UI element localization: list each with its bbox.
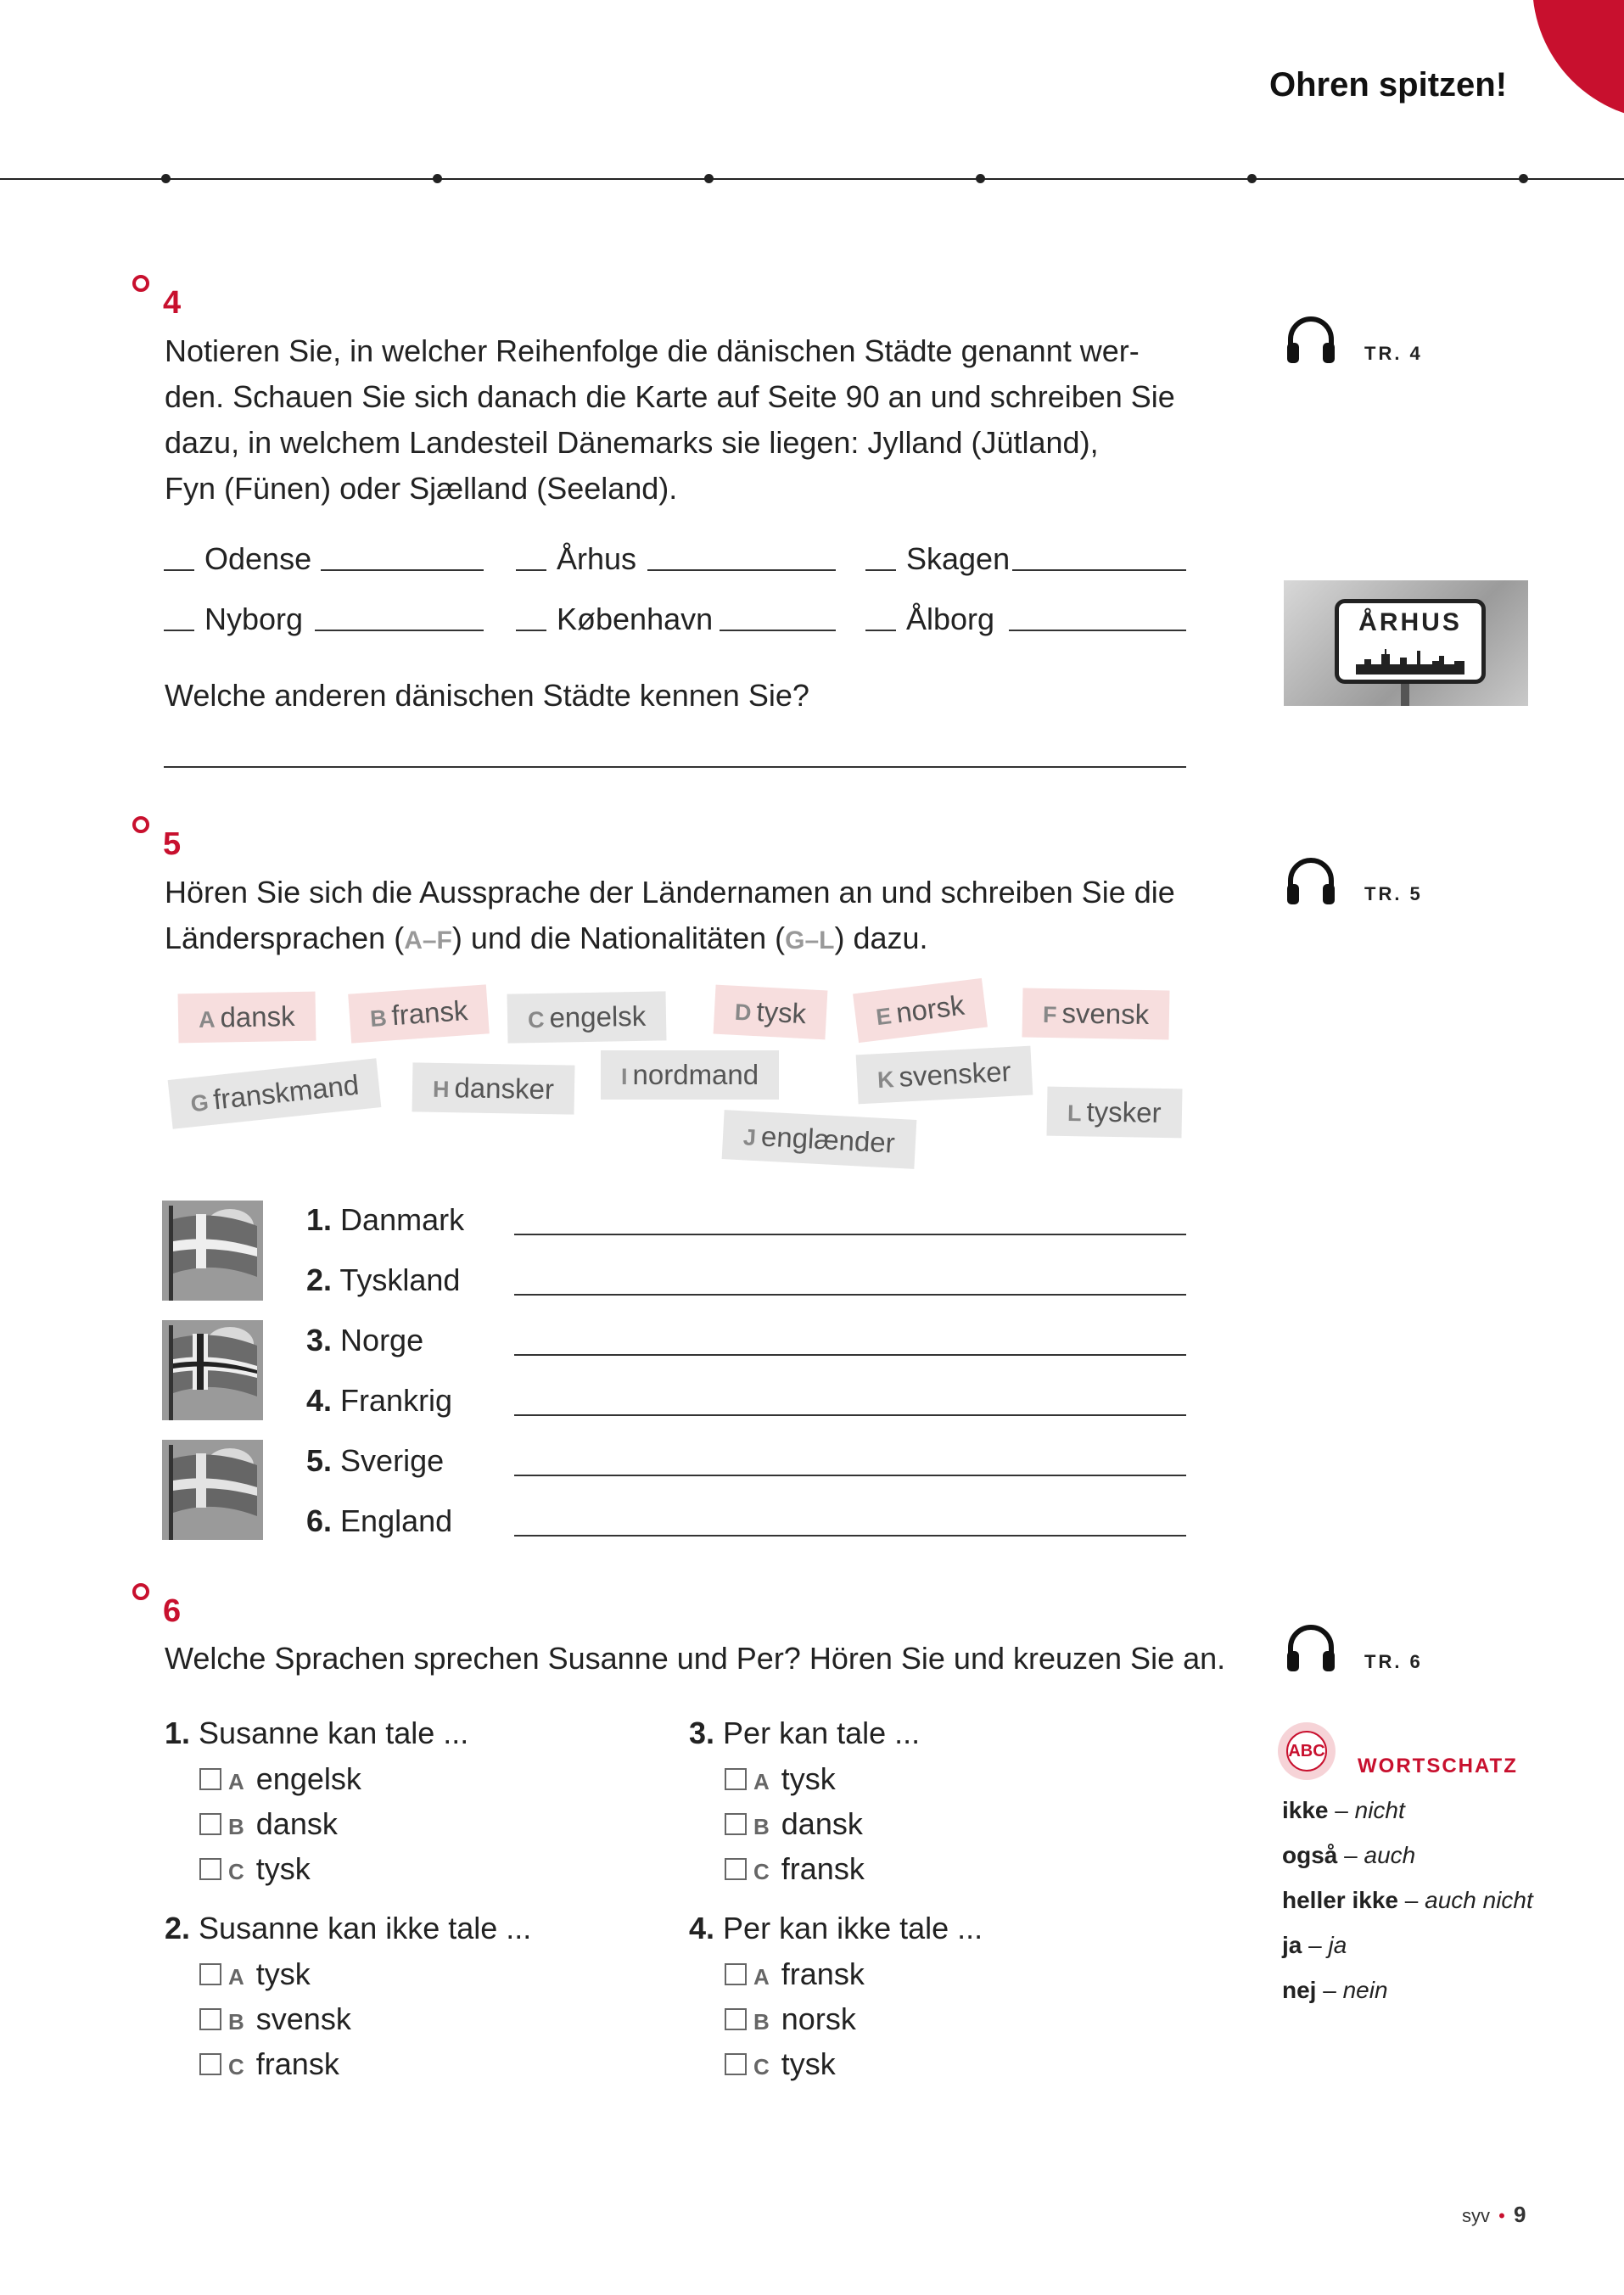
rule-dot bbox=[161, 174, 171, 183]
country-item bbox=[306, 1202, 464, 1238]
header-rule bbox=[0, 178, 1624, 180]
option-letter: B bbox=[753, 2009, 770, 2035]
vocab-german: nicht bbox=[1354, 1797, 1405, 1823]
order-blank[interactable] bbox=[865, 630, 896, 631]
option-text: fransk bbox=[255, 2046, 339, 2081]
tile-word: tysk bbox=[755, 995, 808, 1030]
option-letter: A bbox=[228, 1964, 244, 1990]
tile-letter: E bbox=[874, 1003, 893, 1031]
tile-letter: G bbox=[189, 1089, 210, 1117]
word-tile bbox=[178, 992, 316, 1044]
option-row[interactable] bbox=[199, 2001, 351, 2037]
exercise-6-number: 6 bbox=[163, 1593, 182, 1629]
country-name: England bbox=[340, 1503, 453, 1538]
word-tile bbox=[1047, 1087, 1183, 1139]
instruction-line: Fyn (Fünen) oder Sjælland (Seeland). bbox=[165, 471, 678, 506]
tile-letter: A bbox=[198, 1006, 216, 1033]
headphones-icon[interactable] bbox=[1284, 314, 1338, 365]
headphones-icon[interactable] bbox=[1284, 855, 1338, 906]
question-text: Per kan ikke tale ... bbox=[723, 1911, 983, 1945]
checkbox[interactable] bbox=[199, 2008, 221, 2030]
order-blank[interactable] bbox=[164, 569, 194, 571]
instruction-text: Ländersprachen ( bbox=[165, 921, 405, 955]
word-tile bbox=[348, 984, 490, 1043]
tile-word: svensker bbox=[898, 1055, 1012, 1093]
headphones-icon[interactable] bbox=[1284, 1622, 1338, 1673]
tile-word: norsk bbox=[893, 988, 966, 1029]
checkbox[interactable] bbox=[725, 2053, 747, 2075]
page-number: 9 bbox=[1513, 2202, 1526, 2227]
vocab-sep: – bbox=[1316, 1977, 1343, 2003]
option-letter: A bbox=[753, 1769, 770, 1794]
sign-text: ÅRHUS bbox=[1358, 608, 1462, 636]
rule-dot bbox=[433, 174, 442, 183]
country-item bbox=[306, 1503, 452, 1539]
vocab-item bbox=[1282, 1932, 1347, 1959]
vocab-danish: ikke bbox=[1282, 1797, 1329, 1823]
order-blank[interactable] bbox=[516, 569, 546, 571]
country-number: 1. bbox=[306, 1202, 333, 1237]
question-number: 1. bbox=[165, 1716, 191, 1750]
option-text: tysk bbox=[255, 1956, 311, 1991]
region-blank[interactable] bbox=[1009, 630, 1186, 631]
option-letter: B bbox=[753, 1814, 770, 1839]
word-tile bbox=[601, 1050, 779, 1100]
tile-letter: L bbox=[1067, 1100, 1082, 1127]
checkbox[interactable] bbox=[725, 1963, 747, 1985]
option-letter: A bbox=[228, 1769, 244, 1794]
option-row[interactable] bbox=[199, 1806, 338, 1842]
checkbox[interactable] bbox=[725, 1813, 747, 1835]
instruction-text: ) dazu. bbox=[834, 921, 928, 955]
exercise-bullet-icon bbox=[132, 1583, 149, 1600]
track-label: TR. 4 bbox=[1364, 343, 1423, 364]
region-blank[interactable] bbox=[720, 630, 836, 631]
word-tile bbox=[856, 1046, 1033, 1105]
question-text: Susanne kan tale ... bbox=[199, 1716, 469, 1750]
region-blank[interactable] bbox=[647, 569, 836, 571]
city-label: Århus bbox=[557, 541, 637, 576]
city-label: Nyborg bbox=[204, 602, 304, 636]
tile-letter: H bbox=[432, 1076, 450, 1103]
word-tile bbox=[853, 978, 988, 1043]
exercise-4-number: 4 bbox=[163, 285, 182, 321]
country-item bbox=[306, 1383, 452, 1419]
vocab-sep: – bbox=[1302, 1932, 1329, 1958]
checkbox[interactable] bbox=[199, 1963, 221, 1985]
tile-word: engelsk bbox=[549, 999, 647, 1033]
order-blank[interactable] bbox=[164, 630, 194, 631]
city-label: Skagen bbox=[906, 541, 1011, 576]
tile-word: franskmand bbox=[211, 1068, 361, 1116]
tile-letter: F bbox=[1042, 1001, 1057, 1028]
vocab-item bbox=[1282, 1977, 1388, 2004]
norwegian-flag-photo bbox=[162, 1320, 263, 1420]
option-row[interactable] bbox=[725, 1806, 863, 1842]
word-tile bbox=[1022, 988, 1170, 1039]
instruction-line: den. Schauen Sie sich danach die Karte auf Seite 90 an und schreiben Sie bbox=[165, 379, 1175, 414]
option-row[interactable] bbox=[725, 1851, 865, 1887]
tile-word: englænder bbox=[760, 1120, 896, 1159]
tile-letter: J bbox=[742, 1124, 757, 1151]
option-text: fransk bbox=[781, 1851, 865, 1886]
checkbox[interactable] bbox=[199, 1768, 221, 1790]
sign-post bbox=[1401, 684, 1409, 706]
red-corner-decoration bbox=[1532, 0, 1624, 120]
country-number: 6. bbox=[306, 1503, 333, 1538]
exercise-bullet-icon bbox=[132, 275, 149, 292]
checkbox[interactable] bbox=[199, 1858, 221, 1880]
country-item bbox=[306, 1443, 444, 1479]
country-item bbox=[306, 1262, 460, 1298]
tile-letter: C bbox=[527, 1006, 545, 1033]
vocab-sep: – bbox=[1397, 1887, 1425, 1913]
swedish-flag-photo bbox=[162, 1440, 263, 1540]
option-letter: B bbox=[228, 1814, 244, 1839]
track-label: TR. 5 bbox=[1364, 883, 1423, 904]
option-text: fransk bbox=[781, 1956, 865, 1991]
option-text: svensk bbox=[255, 2001, 351, 2036]
city-label: Ålborg bbox=[906, 602, 995, 636]
answer-line[interactable] bbox=[514, 1234, 1186, 1235]
vocab-title: WORTSCHATZ bbox=[1358, 1755, 1518, 1777]
exercise-bullet-icon bbox=[132, 816, 149, 833]
word-tile bbox=[168, 1058, 382, 1129]
country-number: 5. bbox=[306, 1443, 333, 1478]
vocab-danish: også bbox=[1282, 1842, 1338, 1868]
letter-range: A–F bbox=[404, 926, 452, 954]
vocab-danish: ja bbox=[1282, 1932, 1302, 1958]
footer-dot: • bbox=[1498, 2205, 1505, 2226]
answer-line[interactable] bbox=[514, 1354, 1186, 1356]
option-text: dansk bbox=[255, 1806, 338, 1841]
option-row[interactable] bbox=[199, 1851, 311, 1887]
skyline-icon bbox=[1356, 646, 1464, 675]
sign-plate bbox=[1335, 599, 1486, 684]
vocab-german: nein bbox=[1342, 1977, 1388, 2003]
option-row[interactable] bbox=[199, 2046, 339, 2082]
order-blank[interactable] bbox=[865, 569, 896, 571]
question bbox=[165, 1911, 531, 1946]
answer-line[interactable] bbox=[514, 1535, 1186, 1537]
vocab-german: ja bbox=[1328, 1932, 1347, 1958]
question-text: Susanne kan ikke tale ... bbox=[199, 1911, 532, 1945]
vocab-item bbox=[1282, 1887, 1533, 1914]
rule-dot bbox=[1247, 174, 1257, 183]
option-letter: B bbox=[228, 2009, 244, 2035]
vocab-german: auch bbox=[1364, 1842, 1416, 1868]
country-number: 3. bbox=[306, 1323, 333, 1357]
tile-word: dansker bbox=[454, 1072, 555, 1106]
vocab-item bbox=[1282, 1797, 1405, 1824]
tile-word: fransk bbox=[390, 994, 469, 1032]
option-row[interactable] bbox=[725, 2001, 856, 2037]
region-blank[interactable] bbox=[315, 630, 484, 631]
danish-flag-photo bbox=[162, 1201, 263, 1301]
question-text: Per kan tale ... bbox=[723, 1716, 921, 1750]
abc-badge-text: ABC bbox=[1286, 1731, 1327, 1772]
option-text: norsk bbox=[781, 2001, 856, 2036]
option-text: tysk bbox=[255, 1851, 311, 1886]
tile-letter: K bbox=[876, 1066, 895, 1094]
checkbox[interactable] bbox=[725, 1858, 747, 1880]
option-text: engelsk bbox=[255, 1761, 361, 1796]
option-row[interactable] bbox=[199, 1761, 361, 1797]
region-blank[interactable] bbox=[1012, 569, 1186, 571]
option-letter: A bbox=[753, 1964, 770, 1990]
word-tile bbox=[714, 985, 828, 1040]
rule-dot bbox=[1519, 174, 1528, 183]
tile-word: tysker bbox=[1086, 1095, 1162, 1128]
region-blank[interactable] bbox=[321, 569, 484, 571]
vocab-item bbox=[1282, 1842, 1415, 1869]
track-label: TR. 6 bbox=[1364, 1651, 1423, 1672]
country-item bbox=[306, 1323, 423, 1358]
letter-range: G–L bbox=[785, 926, 835, 954]
aarhus-sign-photo bbox=[1284, 580, 1528, 706]
exercise-6-instruction: Welche Sprachen sprechen Susanne und Per? Hören Sie und kreuzen Sie an. bbox=[165, 1641, 1226, 1676]
tile-word: nordmand bbox=[632, 1059, 759, 1090]
page-footer bbox=[1462, 2202, 1526, 2228]
question bbox=[165, 1716, 468, 1751]
city-label: Odense bbox=[204, 541, 312, 576]
option-letter: C bbox=[228, 1859, 244, 1884]
exercise-5-number: 5 bbox=[163, 826, 182, 862]
question bbox=[689, 1716, 920, 1751]
checkbox[interactable] bbox=[725, 1768, 747, 1790]
answer-line[interactable] bbox=[164, 766, 1186, 768]
option-text: tysk bbox=[781, 2046, 836, 2081]
vocab-german: auch nicht bbox=[1425, 1887, 1533, 1913]
tile-word: svensk bbox=[1061, 997, 1150, 1031]
word-tile bbox=[722, 1110, 917, 1169]
city-label: København bbox=[557, 602, 714, 636]
checkbox[interactable] bbox=[199, 2053, 221, 2075]
tile-letter: D bbox=[734, 999, 753, 1026]
instruction-line: dazu, in welchem Landesteil Dänemarks sie liegen: Jylland (Jütland), bbox=[165, 425, 1099, 460]
exercise-5-instruction bbox=[165, 870, 1175, 964]
tile-letter: B bbox=[369, 1005, 388, 1032]
country-number: 2. bbox=[306, 1262, 333, 1297]
answer-line[interactable] bbox=[514, 1475, 1186, 1476]
word-tile bbox=[507, 991, 667, 1043]
instruction-line: Notieren Sie, in welcher Reihenfolge die dänischen Städte genannt wer- bbox=[165, 333, 1140, 368]
option-row[interactable] bbox=[725, 1956, 865, 1992]
question-number: 3. bbox=[689, 1716, 715, 1750]
country-number: 4. bbox=[306, 1383, 333, 1418]
vocab-danish: heller ikke bbox=[1282, 1887, 1398, 1913]
instruction-text: ) und die Nationalitäten ( bbox=[451, 921, 786, 955]
exercise-4-question: Welche anderen dänischen Städte kennen Sie? bbox=[165, 678, 809, 713]
question bbox=[689, 1911, 983, 1946]
vocab-danish: nej bbox=[1282, 1977, 1317, 2003]
option-letter: C bbox=[228, 2054, 244, 2079]
country-name: Sverige bbox=[340, 1443, 445, 1478]
question-number: 4. bbox=[689, 1911, 715, 1945]
abc-badge-icon bbox=[1278, 1722, 1336, 1780]
word-tile bbox=[412, 1062, 575, 1114]
option-row[interactable] bbox=[199, 1956, 311, 1992]
tile-word: dansk bbox=[220, 1000, 295, 1033]
vocab-sep: – bbox=[1328, 1797, 1355, 1823]
rule-dot bbox=[976, 174, 985, 183]
checkbox[interactable] bbox=[199, 1813, 221, 1835]
rule-dot bbox=[704, 174, 714, 183]
country-name: Tyskland bbox=[339, 1262, 461, 1297]
exercise-4-instruction bbox=[165, 328, 1175, 512]
answer-line[interactable] bbox=[514, 1414, 1186, 1416]
instruction-line: Hören Sie sich die Aussprache der Ländernamen an und schreiben Sie die bbox=[165, 875, 1175, 910]
tile-letter: I bbox=[621, 1064, 628, 1089]
country-name: Danmark bbox=[340, 1202, 465, 1237]
page-title: Ohren spitzen! bbox=[1269, 66, 1508, 104]
vocab-sep: – bbox=[1337, 1842, 1364, 1868]
option-row[interactable] bbox=[725, 2046, 836, 2082]
option-text: tysk bbox=[781, 1761, 836, 1796]
checkbox[interactable] bbox=[725, 2008, 747, 2030]
option-text: dansk bbox=[781, 1806, 863, 1841]
option-letter: C bbox=[753, 1859, 770, 1884]
instruction-line bbox=[165, 915, 1175, 964]
option-row[interactable] bbox=[725, 1761, 836, 1797]
question-number: 2. bbox=[165, 1911, 191, 1945]
option-letter: C bbox=[753, 2054, 770, 2079]
answer-line[interactable] bbox=[514, 1294, 1186, 1296]
order-blank[interactable] bbox=[516, 630, 546, 631]
country-name: Frankrig bbox=[340, 1383, 453, 1418]
country-name: Norge bbox=[340, 1323, 424, 1357]
page-word: syv bbox=[1462, 2205, 1490, 2226]
